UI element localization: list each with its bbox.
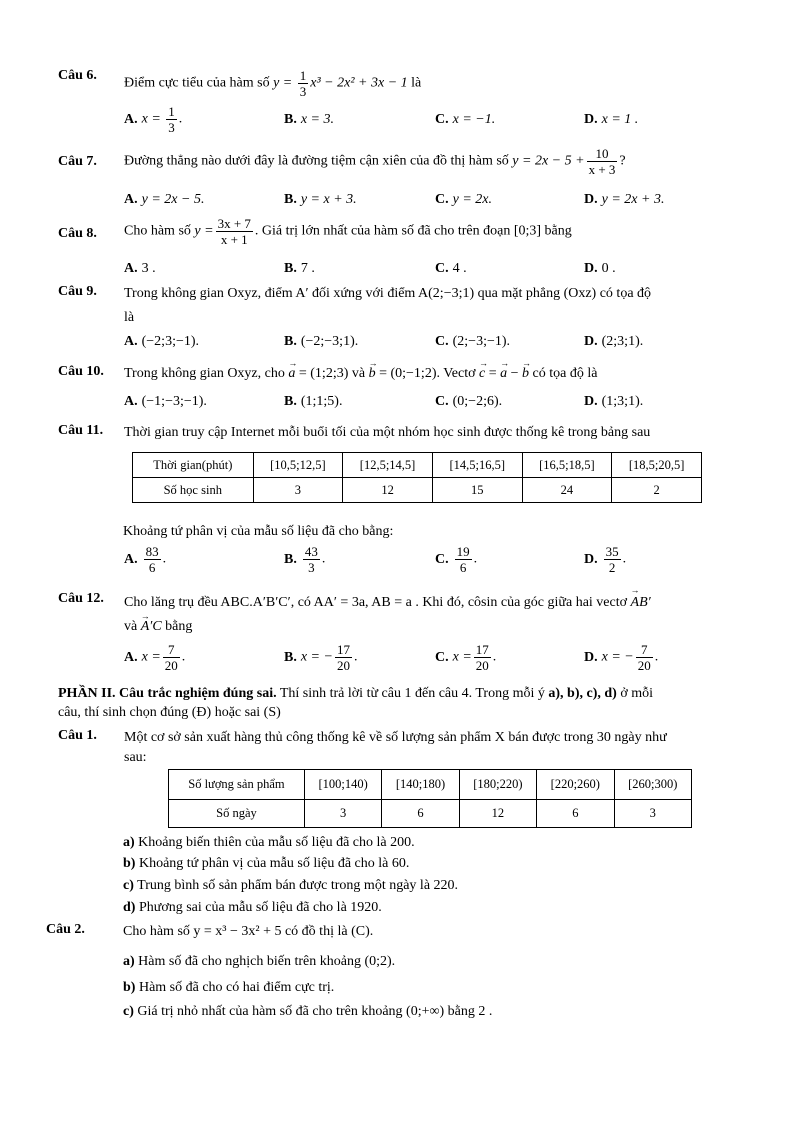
option-c[interactable]: C. (2;−3;−1). — [435, 334, 511, 349]
question-7 — [58, 146, 738, 186]
question-text: Cho hàm số y = x³ − 3x² + 5 có đồ thị là (C). — [123, 924, 374, 939]
data-table — [168, 769, 692, 828]
option-a[interactable]: A. (−2;3;−1). — [124, 334, 200, 349]
option-d[interactable]: D. (1;3;1). — [584, 394, 644, 409]
question-number: Câu 12. — [58, 591, 104, 606]
statement-a[interactable]: a) Hàm số đã cho nghịch biến trên khoảng (0;2). — [123, 954, 396, 969]
option-d[interactable]: D. y = 2x + 3. — [584, 192, 665, 207]
option-a[interactable]: A. $\frac{83}{6}$ . — [124, 544, 167, 575]
option-b[interactable]: B. y = x + 3. — [284, 192, 357, 207]
option-a[interactable]: A. x = $\frac{7}{20}$ . — [124, 642, 186, 673]
question-text: Thời gian truy cập Internet mỗi buổi tối của một nhóm học sinh được thống kê trong bảng sau — [124, 425, 651, 440]
option-c[interactable]: C. $\frac{19}{6}$ . — [435, 544, 478, 575]
statement-b[interactable]: b) Khoảng tứ phân vị của mẫu số liệu đã cho là 60. — [123, 856, 410, 871]
option-d[interactable]: D. x = − $\frac{7}{20}$ . — [584, 642, 659, 673]
question-number: Câu 2. — [46, 922, 85, 937]
question-8 — [58, 216, 738, 256]
question-text: Trong không gian Oxyz, điểm A′ đối xứng với điểm A(2;−3;1) qua mặt phẳng (Oxz) có tọa độ — [124, 286, 652, 301]
question-text: Trong không gian Oxyz, cho → a = (1;2;3) và → b = (0;−1;2). Vectơ → c = → a − → b có tọa độ là — [124, 364, 738, 384]
question-number: Câu 11. — [58, 423, 104, 438]
statement-a[interactable]: a) Khoảng biến thiên của mẫu số liệu đã cho là 200. — [123, 835, 415, 850]
question-text: Cho lăng trụ đều ABC.A′B′C′, có AA′ = 3a, AB = a . Khi đó, côsin của góc giữa hai vectơ → AB′ — [124, 591, 738, 613]
option-c[interactable]: C. y = 2x. — [435, 192, 492, 207]
question-text: Một cơ sở sản xuất hàng thủ công thống kê về số lượng sản phẩm X bán được trong 30 ngày như — [124, 730, 667, 745]
question-number: Câu 6. — [58, 68, 97, 83]
option-d[interactable]: D. 0 . — [584, 261, 616, 276]
part2-question-2 — [46, 920, 738, 944]
statement-c[interactable]: c) Giá trị nhỏ nhất của hàm số đã cho trên khoảng (0;+∞) bằng 2 . — [123, 1004, 493, 1019]
option-b[interactable]: B. $\frac{43}{3}$ . — [284, 544, 326, 575]
option-b[interactable]: B. (1;1;5). — [284, 394, 343, 409]
question-10 — [58, 362, 738, 386]
statement-c[interactable]: c) Trung bình số sản phẩm bán được trong một ngày là 220. — [123, 878, 459, 893]
option-c[interactable]: C. (0;−2;6). — [435, 394, 503, 409]
table-row: Số học sinh 3 12 15 24 2 — [133, 478, 702, 503]
question-text: Điểm cực tiểu của hàm số y = $\frac{1}{3}$ x³ − 2x² + 3x − 1 là — [124, 68, 422, 99]
option-c[interactable]: C. x = −1. — [435, 112, 496, 127]
question-number: Câu 8. — [58, 226, 97, 241]
table-row: Số ngày 3 6 12 6 3 — [169, 800, 692, 828]
question-prompt: Khoảng tứ phân vị của mẫu số liệu đã cho bằng: — [123, 524, 394, 539]
option-d[interactable]: D. (2;3;1). — [584, 334, 644, 349]
option-c[interactable]: C. x = $\frac{17}{20}$ . — [435, 642, 497, 673]
data-table — [132, 452, 702, 503]
option-a[interactable]: A. x = $\frac{1}{3}$ . — [124, 104, 183, 135]
question-number: Câu 7. — [58, 154, 97, 169]
question-text: Cho hàm số y = $\frac{3x + 7}{x + 1}$ . Giá trị lớn nhất của hàm số đã cho trên đoạn [0;3] bằng — [124, 216, 572, 247]
table-row: Thời gian(phút) [10,5;12,5] [12,5;14,5] [14,5;16,5] [16,5;18,5] [18,5;20,5] — [133, 453, 702, 478]
part2-question-1: Câu 1. Một cơ sở sản xuất hàng thủ công thống kê về số lượng sản phẩm X bán được trong 30 ngày như sau: — [58, 726, 738, 766]
option-b[interactable]: B. 7 . — [284, 261, 315, 276]
question-9: Câu 9. Trong không gian Oxyz, điểm A′ đối xứng với điểm A(2;−3;1) qua mặt phẳng (Oxz) có tọa độ là — [58, 282, 738, 326]
option-d[interactable]: D. $\frac{35}{2}$ . — [584, 544, 627, 575]
statement-d[interactable]: d) Phương sai của mẫu số liệu đã cho là 1920. — [123, 900, 382, 915]
statement-b[interactable]: b) Hàm số đã cho có hai điểm cực trị. — [123, 980, 335, 995]
question-text: Đường thẳng nào dưới đây là đường tiệm cận xiên của đồ thị hàm số y = 2x − 5 + $\frac{10}{x + 3}$ ? — [124, 146, 626, 177]
question-11 — [58, 421, 738, 445]
option-a[interactable]: A. y = 2x − 5. — [124, 192, 205, 207]
question-number: Câu 10. — [58, 364, 104, 379]
option-d[interactable]: D. x = 1 . — [584, 112, 639, 127]
option-b[interactable]: B. (−2;−3;1). — [284, 334, 359, 349]
option-a[interactable]: A. 3 . — [124, 261, 156, 276]
table-row: Số lượng sản phẩm [100;140) [140;180) [180;220) [220;260) [260;300) — [169, 770, 692, 800]
option-c[interactable]: C. 4 . — [435, 261, 467, 276]
question-number: Câu 9. — [58, 284, 97, 299]
option-a[interactable]: A. (−1;−3;−1). — [124, 394, 207, 409]
fraction: $\frac{1}{3}$ — [299, 68, 307, 99]
part-2-heading: PHẦN II. Câu trắc nghiệm đúng sai. Thí sinh trả lời từ câu 1 đến câu 4. Trong mỗi ý a), b), c), d) ở mỗi câu, thí sinh chọn đúng (Đ) hoặc sai (S) — [58, 686, 653, 720]
option-b[interactable]: B. x = 3. — [284, 112, 335, 127]
question-number: Câu 1. — [58, 728, 97, 743]
question-12: Câu 12. Cho lăng trụ đều ABC.A′B′C′, có AA′ = 3a, AB = a . Khi đó, côsin của góc giữa hai vectơ → AB′ và → A′C bằng — [58, 589, 738, 639]
option-b[interactable]: B. x = − $\frac{17}{20}$ . — [284, 642, 358, 673]
